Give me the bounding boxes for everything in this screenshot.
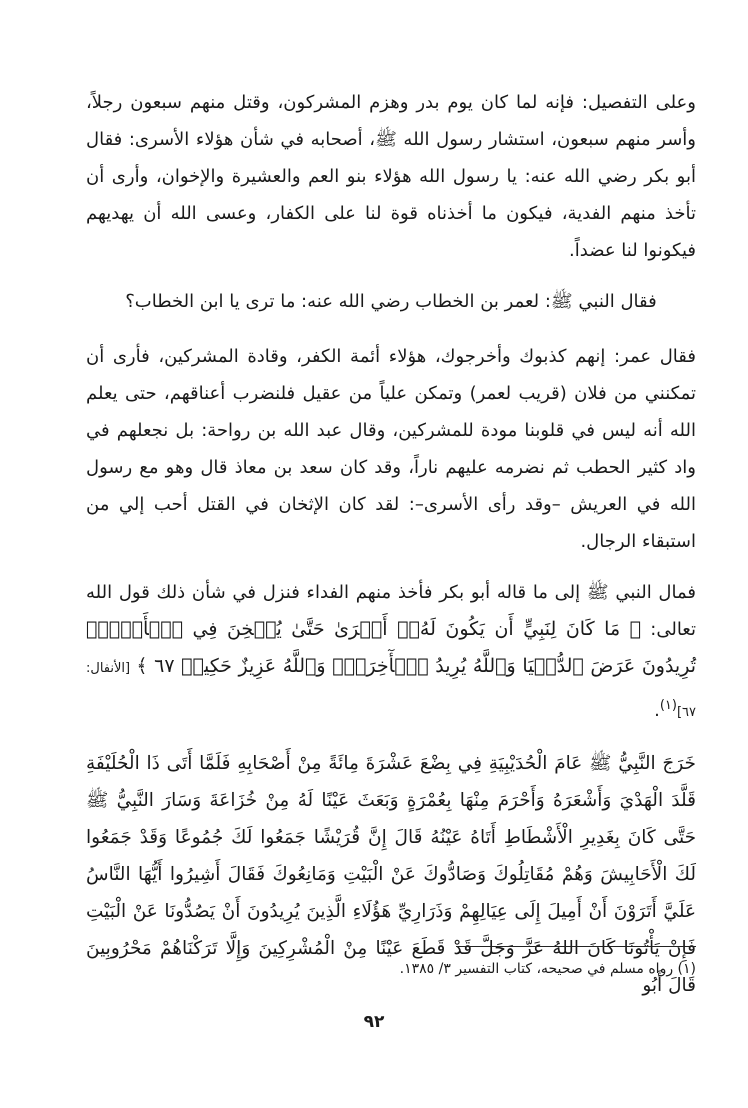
footnote-marker: (١) [659,698,677,713]
hadith-text: خَرَجَ النَّبِيُّ ﷺ عَامَ الْحُدَيْبِيَةِ فِي بِضْعَ عَشْرَةَ مِائَةً مِنْ أَصْحَابِهِ فَلَمَّا أَتَى ذَا الْحُلَيْفَةِ قَلَّدَ الْهَدْيَ وَأَشْعَرَهُ وَأَحْرَمَ مِنْهَا بِعُمْرَةٍ وَبَعَثَ عَيْنًا لَهُ مِنْ خُزَاعَةَ وَسَارَ النَّبِيُّ ﷺ حَتَّى كَانَ بِغَدِيرِ الْأَشْطَاطِ أَتَاهُ عَيْنُهُ قَالَ إِنَّ قُرَيْشًا جَمَعُوا لَكَ جُمُوعًا وَقَدْ جَمَعُوا لَكَ الْأَحَابِيشَ وَهُمْ مُقَاتِلُوكَ وَصَادُّوكَ عَنْ الْبَيْتِ وَمَانِعُوكَ فَقَالَ أَشِيرُوا أَيُّهَا النَّاسُ عَلَيَّ أَتَرَوْنَ أَنْ أَمِيلَ إِلَى عِيَالِهِمْ وَذَرَارِيِّ هَؤُلَاءِ الَّذِينَ يُرِيدُونَ أَنْ يَصُدُّونَا عَنْ الْبَيْتِ فَإِنْ يَأْتُونَا كَانَ اللهُ عَزَّ وَجَلَّ قَدْ قَطَعَ عَيْنًا مِنْ الْمُشْرِكِينَ وَإِلَّا تَرَكْنَاهُمْ مَحْرُوبِينَ قَالَ أَبُو [86,753,696,996]
sentence-end: . [654,700,660,721]
page-body [86,84,696,1004]
quran-verse: ﴿ مَا كَانَ لِنَبِيٍّ أَن يَكُونَ لَهُۥٓ أَسۡرَىٰ حَتَّىٰ يُثۡخِنَ فِي ٱلۡأَرۡضِۚ تُرِيدُونَ عَرَضَ ٱلدُّنۡيَا وَٱللَّهُ يُرِيدُ ٱلۡأٓخِرَةَۗ وَٱللَّهُ عَزِيزٌ حَكِيمٞ ٦٧ ﴾ [86,618,696,677]
paragraph-badr-consultation: وعلى التفصيل: فإنه لما كان يوم بدر وهزم المشركون، وقتل منهم سبعون رجلاً، وأسر منهم سبعون، استشار رسول الله ﷺ، أصحابه في شأن هؤلاء الأسرى: فقال أبو بكر رضي الله عنه: يا رسول الله هؤلاء بنو العم والعشيرة والإخوان، وأرى أن تأخذ منهم الفدية، فيكون ما أخذناه قوة لنا على الكفار، وعسى الله أن يهديهم فيكونوا لنا عضداً. [86,92,696,261]
revelation-intro: فمال النبي ﷺ إلى ما قاله أبو بكر فأخذ منهم الفداء فنزل في شأن ذلك قول الله تعالى: [86,582,696,640]
footnote-divider [456,946,696,947]
footnote: (١) رواه مسلم في صحيحه، كتاب التفسير ٣/ ١٣٨٥. [399,961,696,977]
page-number: ٩٢ [363,1012,385,1032]
paragraph-prophet-asks-umar: فقال النبي ﷺ: لعمر بن الخطاب رضي الله عنه: ما ترى يا ابن الخطاب؟ [125,291,657,312]
paragraph-quran-revelation [86,574,696,731]
paragraph-umar-opinion: فقال عمر: إنهم كذبوك وأخرجوك، هؤلاء أئمة الكفر، وقادة المشركين، فأرى أن تمكنني من فلان (قريب لعمر) وتمكن علياً من عقيل فلنضرب أعناقهم، حتى يعلم الله أنه ليس في قلوبنا مودة للمشركين، وقال عبد الله بن رواحة: بل نجعلهم في واد كثير الحطب ثم نضرمه عليهم ناراً، وقد كان سعد بن معاذ قال وهو مع رسول الله في العريش –وقد رأى الأسرى–: لقد كان الإثخان في القتل أحب إلي من استبقاء الرجال. [86,346,696,552]
quran-reference: [الأنفال: ٦٧] [86,661,696,720]
